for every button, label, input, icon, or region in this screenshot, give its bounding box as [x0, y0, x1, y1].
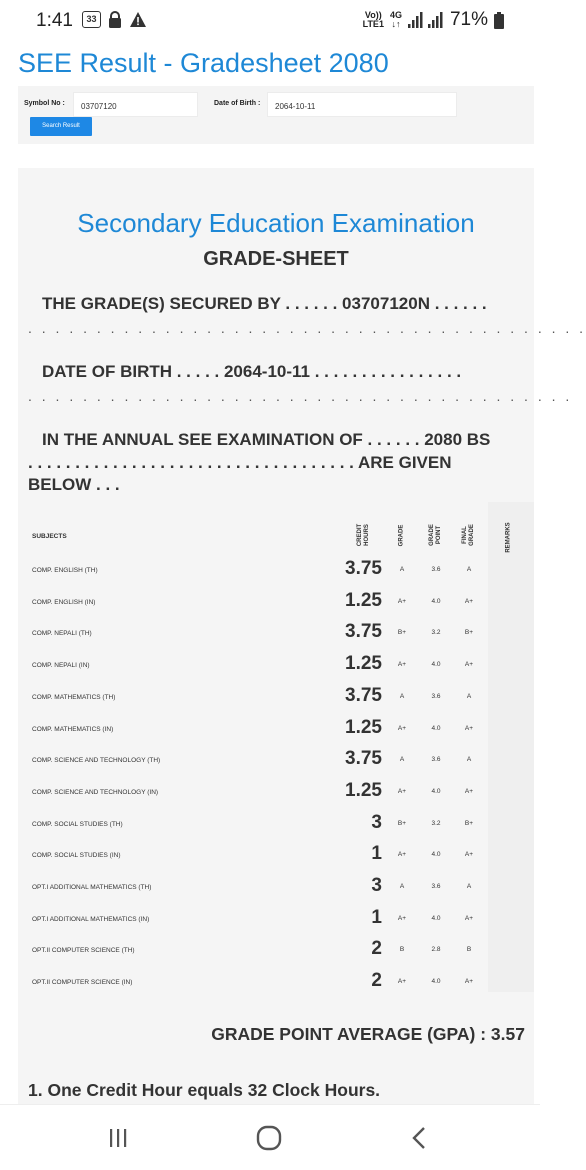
back-icon[interactable]	[410, 1125, 428, 1151]
grade-cell: A	[399, 566, 405, 573]
grade-header: GRADE	[398, 524, 405, 547]
subject-cell: OPT.I ADDITIONAL MATHEMATICS (IN)	[32, 915, 150, 923]
subject-cell: COMP. MATHEMATICS (TH)	[32, 693, 116, 701]
credit-hours-cell: 1	[371, 843, 382, 865]
grade-cell: A	[399, 756, 405, 764]
grade-cell: A+	[397, 914, 407, 922]
final-grade-cell: A+	[464, 914, 474, 922]
grade-cell: A	[399, 883, 405, 890]
subject-cell: COMP. SOCIAL STUDIES (IN)	[32, 852, 121, 860]
network-type-indicator: 4G ↓↑	[389, 10, 402, 29]
table-row	[18, 586, 534, 618]
credit-hours-cell: 2	[371, 938, 382, 960]
search-form	[18, 86, 534, 144]
gpa-summary: GRADE POINT AVERAGE (GPA) : 3.57	[211, 1024, 525, 1044]
grade-cell: A+	[397, 787, 407, 795]
final-grade-cell: A+	[464, 851, 474, 859]
dob-line: DATE OF BIRTH . . . . . 2064-10-11 . . . . . . . . . . . . . . . .	[42, 362, 462, 381]
table-row	[18, 934, 534, 966]
table-row	[18, 776, 534, 808]
grade-point-cell: 4.0	[431, 787, 441, 795]
dob-input[interactable]: 2064-10-11	[267, 92, 457, 117]
are-given-line: . . . . . . . . . . . . . . . . . . . . . . . . . . . . . . . . . . . ARE GIVEN	[28, 453, 452, 472]
final-grade-cell: A+	[464, 978, 474, 986]
grade-cell: B+	[397, 819, 407, 827]
final-grade-cell: A+	[464, 787, 474, 795]
secured-by-line: THE GRADE(S) SECURED BY . . . . . . 03707120N . . . . . .	[42, 294, 487, 313]
table-row	[18, 839, 534, 871]
grade-point-cell: 4.0	[431, 597, 441, 605]
grade-point-cell: 4.0	[431, 914, 441, 922]
table-row	[18, 808, 534, 840]
grade-point-cell: 2.8	[431, 946, 441, 954]
table-row	[18, 554, 534, 586]
grade-cell: A+	[397, 851, 407, 859]
credit-hours-cell: 1.25	[345, 589, 382, 611]
subject-cell: COMP. NEPALI (IN)	[32, 662, 90, 670]
status-bar	[0, 0, 540, 42]
sheet-title: Secondary Education Examination	[77, 208, 475, 238]
grade-point-cell: 4.0	[431, 661, 441, 669]
volte-indicator: Vo)) LTE1	[362, 10, 384, 29]
sim-badge-icon: 33	[82, 11, 101, 28]
final-grade-cell: A	[466, 566, 472, 573]
subject-cell: COMP. MATHEMATICS (IN)	[32, 725, 114, 733]
dob-label: Date of Birth :	[214, 100, 261, 107]
sheet-subtitle: GRADE-SHEET	[203, 248, 349, 270]
system-nav-bar	[0, 1104, 540, 1170]
final-grade-cell: B+	[464, 629, 474, 637]
table-row	[18, 617, 534, 649]
dotted-line: . . . . . . . . . . . . . . . . . . . . . . . . . . . . . . . . . . . . . . . . .	[28, 320, 586, 336]
grade-cell: B+	[397, 629, 407, 637]
credit-hours-cell: 3	[371, 875, 382, 896]
credit-hours-cell: 3.75	[345, 621, 382, 643]
grade-cell: B	[399, 946, 405, 954]
search-result-button[interactable]: Search Result	[30, 117, 92, 136]
page-title: SEE Result - Gradesheet 2080	[18, 48, 389, 78]
grade-point-cell: 4.0	[431, 978, 441, 986]
subject-cell: COMP. SOCIAL STUDIES (TH)	[32, 820, 123, 828]
final-grade-header: FINAL GRADE	[462, 524, 475, 546]
table-row	[18, 871, 534, 903]
subject-cell: OPT.II COMPUTER SCIENCE (IN)	[32, 979, 133, 987]
grade-point-cell: 3.2	[431, 629, 441, 637]
subject-cell: COMP. SCIENCE AND TECHNOLOGY (TH)	[32, 757, 161, 765]
grade-point-cell: 3.6	[431, 756, 441, 764]
status-right-icons	[363, 9, 504, 31]
subject-cell: COMP. ENGLISH (IN)	[32, 598, 96, 606]
table-row	[18, 966, 534, 998]
signal-icon	[408, 12, 444, 28]
recent-apps-icon[interactable]	[108, 1127, 128, 1149]
grade-sheet	[18, 168, 586, 1108]
credit-hours-cell: 1.25	[345, 779, 382, 801]
below-line: BELOW . . .	[28, 475, 120, 494]
subjects-header: SUBJECTS	[32, 533, 67, 540]
final-grade-cell: A	[466, 883, 472, 890]
credit-hours-cell: 3.75	[345, 748, 382, 770]
grade-point-cell: 4.0	[431, 724, 441, 732]
final-grade-cell: B	[466, 946, 472, 954]
final-grade-cell: A	[466, 756, 472, 764]
grade-cell: A	[399, 692, 405, 700]
grade-point-cell: 3.2	[431, 819, 441, 827]
exam-line: IN THE ANNUAL SEE EXAMINATION OF . . . . . . 2080 BS	[42, 430, 491, 449]
final-grade-cell: A+	[464, 724, 474, 732]
table-row	[18, 681, 534, 713]
final-grade-cell: A	[466, 692, 472, 700]
subject-cell: OPT.I ADDITIONAL MATHEMATICS (TH)	[32, 884, 152, 891]
status-time: 1:41	[36, 10, 73, 31]
subject-cell: COMP. ENGLISH (TH)	[32, 567, 98, 574]
table-row	[18, 713, 534, 745]
grade-cell: A+	[397, 978, 407, 986]
grade-point-cell: 3.6	[431, 883, 441, 890]
credit-hours-cell: 2	[371, 970, 382, 992]
credit-hours-cell: 3	[371, 811, 382, 833]
credit-hours-cell: 3.75	[345, 684, 382, 706]
grade-cell: A+	[397, 661, 407, 669]
grade-cell: A+	[397, 597, 407, 605]
battery-percent: 71%	[449, 9, 488, 30]
grade-point-header: GRADE POINT	[429, 524, 442, 546]
credit-hours-cell: 1	[371, 906, 382, 928]
table-row	[18, 903, 534, 935]
final-grade-cell: A+	[464, 597, 474, 605]
grade-cell: A+	[397, 724, 407, 732]
dotted-line: . . . . . . . . . . . . . . . . . . . . . . . . . . . . . . . . . . . . . . . .	[28, 388, 573, 404]
grade-point-cell: 3.6	[431, 566, 441, 573]
warning-icon	[129, 11, 147, 28]
subject-cell: OPT.II COMPUTER SCIENCE (TH)	[32, 947, 135, 955]
credit-hours-cell: 3.75	[345, 558, 382, 579]
symbol-label: Symbol No :	[24, 100, 65, 107]
table-row	[18, 744, 534, 776]
credit-hours-cell: 1.25	[345, 716, 382, 738]
grade-point-cell: 4.0	[431, 851, 441, 859]
remarks-header: REMARKS	[505, 522, 512, 553]
status-left-icons	[82, 11, 147, 28]
symbol-input[interactable]: 03707120	[73, 92, 198, 117]
lock-icon	[107, 11, 123, 28]
grade-point-cell: 3.6	[431, 692, 441, 700]
credit-hours-cell: 1.25	[345, 653, 382, 675]
subject-cell: COMP. SCIENCE AND TECHNOLOGY (IN)	[32, 788, 159, 796]
home-icon[interactable]	[256, 1125, 282, 1151]
table-row	[18, 649, 534, 681]
battery-icon	[494, 12, 504, 29]
credit-hour-note: 1. One Credit Hour equals 32 Clock Hours.	[28, 1080, 381, 1100]
final-grade-cell: B+	[464, 819, 474, 827]
final-grade-cell: A+	[464, 661, 474, 669]
subject-cell: COMP. NEPALI (TH)	[32, 630, 92, 638]
credit-hours-header: CREDIT HOURS	[357, 523, 370, 547]
